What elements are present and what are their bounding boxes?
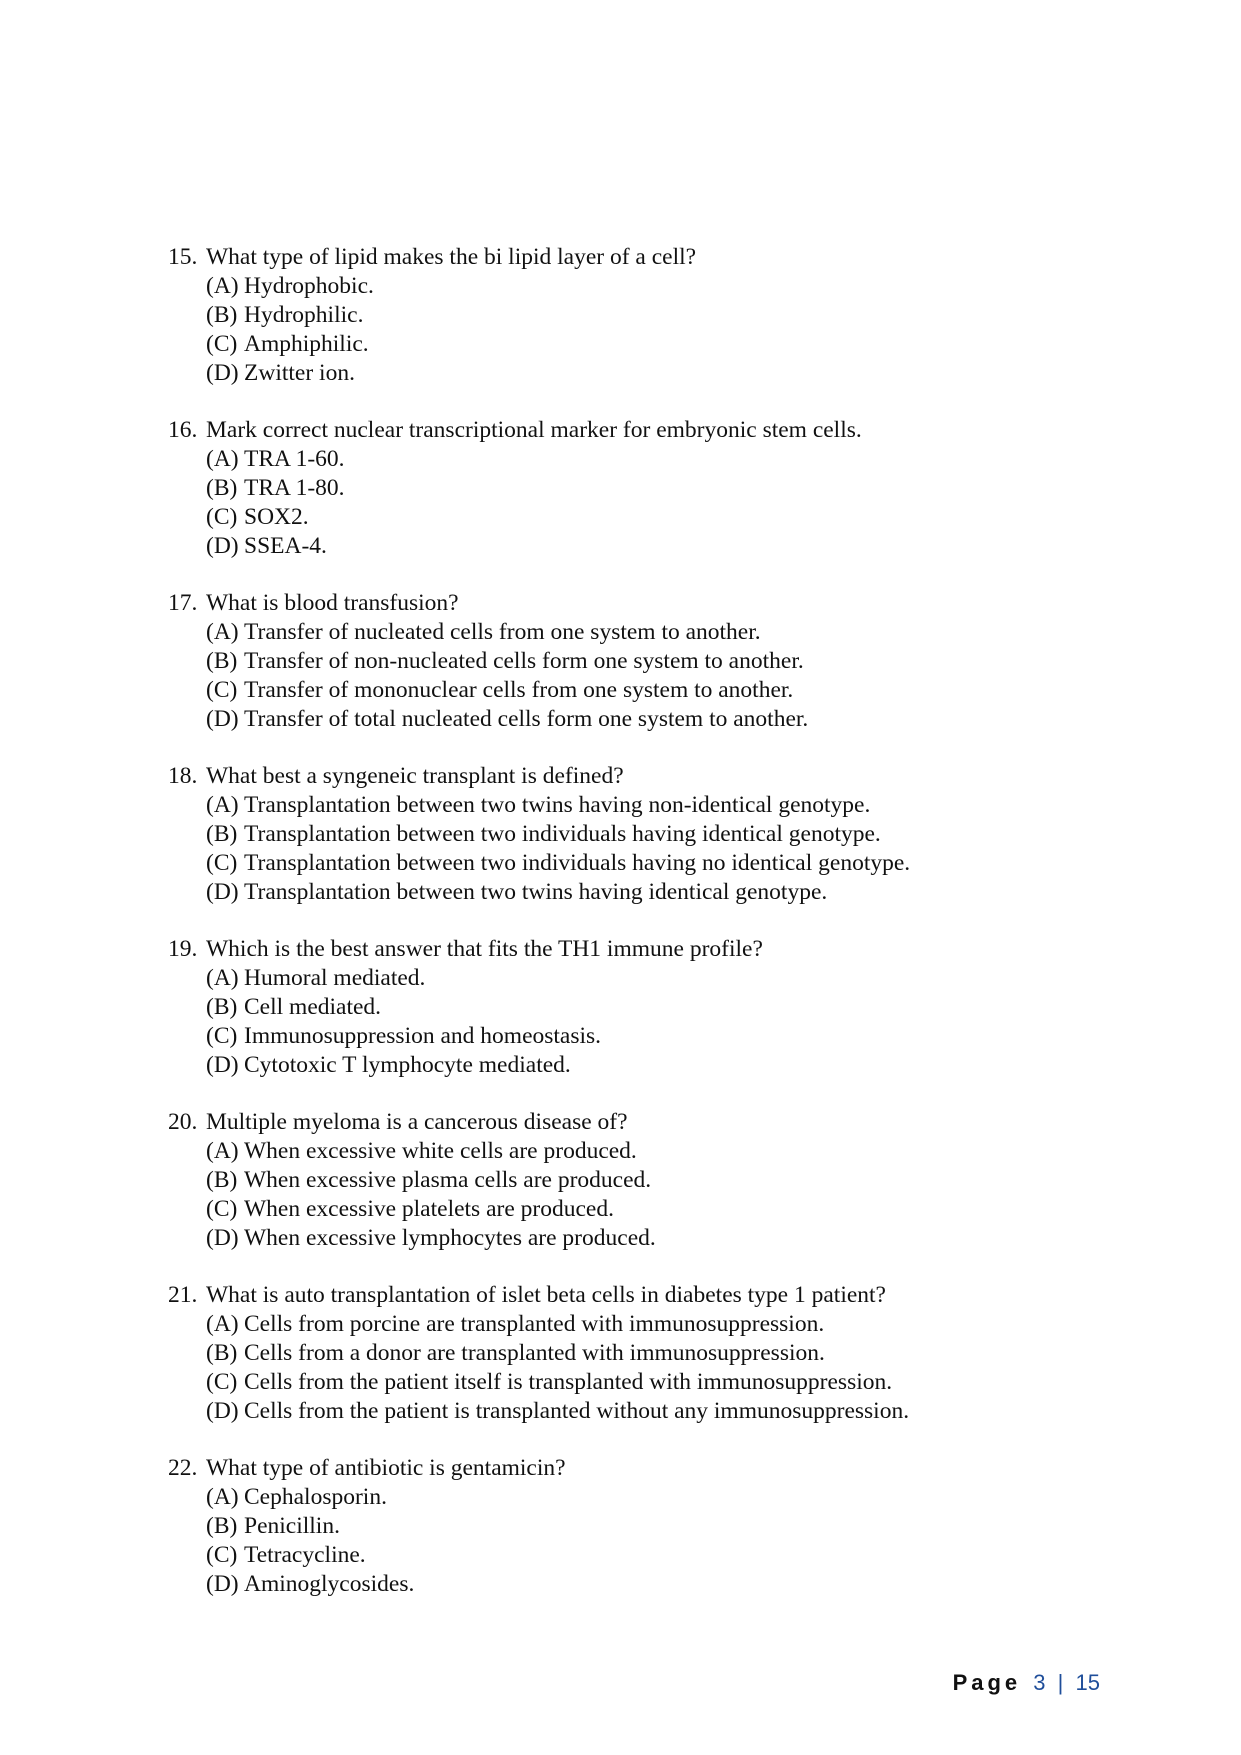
option-letter: (C) bbox=[206, 677, 238, 703]
option-text: Cells from porcine are transplanted with immunosuppression. bbox=[244, 1311, 825, 1337]
question-text: Mark correct nuclear transcriptional marker for embryonic stem cells. bbox=[206, 417, 862, 443]
option-letter: (D) bbox=[206, 1398, 239, 1424]
question-line bbox=[168, 416, 1168, 445]
question-number: 18. bbox=[168, 763, 198, 789]
option-letter: (A) bbox=[206, 792, 239, 818]
question-text: What type of lipid makes the bi lipid layer of a cell? bbox=[206, 244, 697, 270]
option-letter: (B) bbox=[206, 475, 238, 501]
option-text: Cells from the patient is transplanted without any immunosuppression. bbox=[244, 1398, 910, 1424]
answer-option bbox=[206, 1512, 1168, 1541]
question-line bbox=[168, 243, 1168, 272]
question-line bbox=[168, 1454, 1168, 1483]
option-letter: (C) bbox=[206, 1196, 238, 1222]
answer-options bbox=[206, 272, 1168, 388]
question-number: 16. bbox=[168, 417, 198, 443]
option-letter: (B) bbox=[206, 994, 238, 1020]
question-text: Which is the best answer that fits the TH1 immune profile? bbox=[206, 936, 763, 962]
answer-option bbox=[206, 474, 1168, 503]
option-letter: (C) bbox=[206, 331, 238, 357]
answer-options bbox=[206, 964, 1168, 1080]
answer-option bbox=[206, 330, 1168, 359]
answer-option bbox=[206, 676, 1168, 705]
question-block bbox=[168, 1281, 1168, 1426]
answer-option bbox=[206, 1570, 1168, 1599]
option-text: TRA 1-60. bbox=[244, 446, 345, 472]
option-text: Transfer of total nucleated cells form one system to another. bbox=[244, 706, 809, 732]
answer-option bbox=[206, 1310, 1168, 1339]
question-block bbox=[168, 762, 1168, 907]
question-block bbox=[168, 589, 1168, 734]
option-letter: (A) bbox=[206, 965, 239, 991]
answer-option bbox=[206, 705, 1168, 734]
answer-option bbox=[206, 272, 1168, 301]
option-text: TRA 1-80. bbox=[244, 475, 345, 501]
option-letter: (A) bbox=[206, 446, 239, 472]
option-text: SSEA-4. bbox=[244, 533, 327, 559]
answer-option bbox=[206, 1195, 1168, 1224]
question-text: What best a syngeneic transplant is defined? bbox=[206, 763, 624, 789]
option-letter: (D) bbox=[206, 1225, 239, 1251]
question-line bbox=[168, 1281, 1168, 1310]
answer-options bbox=[206, 1137, 1168, 1253]
option-letter: (A) bbox=[206, 1484, 239, 1510]
option-letter: (D) bbox=[206, 879, 239, 905]
question-line bbox=[168, 1108, 1168, 1137]
option-text: Cytotoxic T lymphocyte mediated. bbox=[244, 1052, 571, 1078]
answer-option bbox=[206, 1339, 1168, 1368]
question-number: 17. bbox=[168, 590, 198, 616]
option-text: Cells from the patient itself is transplanted with immunosuppression. bbox=[244, 1369, 893, 1395]
option-text: Aminoglycosides. bbox=[244, 1571, 415, 1597]
question-text: What type of antibiotic is gentamicin? bbox=[206, 1455, 566, 1481]
option-letter: (C) bbox=[206, 850, 238, 876]
option-text: Transfer of nucleated cells from one system to another. bbox=[244, 619, 761, 645]
option-text: Transplantation between two twins having non-identical genotype. bbox=[244, 792, 871, 818]
question-number: 20. bbox=[168, 1109, 198, 1135]
option-letter: (B) bbox=[206, 1340, 238, 1366]
option-letter: (B) bbox=[206, 1167, 238, 1193]
answer-option bbox=[206, 503, 1168, 532]
answer-option bbox=[206, 1166, 1168, 1195]
option-text: Cell mediated. bbox=[244, 994, 382, 1020]
answer-option bbox=[206, 1368, 1168, 1397]
question-text: What is auto transplantation of islet beta cells in diabetes type 1 patient? bbox=[206, 1282, 886, 1308]
answer-options bbox=[206, 445, 1168, 561]
option-letter: (A) bbox=[206, 619, 239, 645]
answer-option bbox=[206, 359, 1168, 388]
answer-options bbox=[206, 1483, 1168, 1599]
option-text: Penicillin. bbox=[244, 1513, 340, 1539]
option-text: Immunosuppression and homeostasis. bbox=[244, 1023, 602, 1049]
answer-options bbox=[206, 1310, 1168, 1426]
answer-option bbox=[206, 820, 1168, 849]
option-text: Transfer of mononuclear cells from one system to another. bbox=[244, 677, 794, 703]
answer-option bbox=[206, 1541, 1168, 1570]
question-block bbox=[168, 1108, 1168, 1253]
question-number: 21. bbox=[168, 1282, 198, 1308]
option-letter: (D) bbox=[206, 706, 239, 732]
answer-option bbox=[206, 1022, 1168, 1051]
answer-options bbox=[206, 618, 1168, 734]
page-separator: | bbox=[1057, 1670, 1064, 1695]
option-text: Tetracycline. bbox=[244, 1542, 366, 1568]
answer-option bbox=[206, 964, 1168, 993]
question-text: Multiple myeloma is a cancerous disease of? bbox=[206, 1109, 628, 1135]
answer-option bbox=[206, 532, 1168, 561]
answer-options bbox=[206, 791, 1168, 907]
question-number: 15. bbox=[168, 244, 198, 270]
page-label: Page bbox=[952, 1670, 1022, 1695]
option-letter: (C) bbox=[206, 504, 238, 530]
option-text: Cells from a donor are transplanted with immunosuppression. bbox=[244, 1340, 825, 1366]
option-letter: (B) bbox=[206, 302, 238, 328]
option-text: SOX2. bbox=[244, 504, 309, 530]
option-letter: (D) bbox=[206, 533, 239, 559]
answer-option bbox=[206, 618, 1168, 647]
option-text: Hydrophilic. bbox=[244, 302, 364, 328]
question-number: 19. bbox=[168, 936, 198, 962]
option-letter: (D) bbox=[206, 1571, 239, 1597]
option-text: Transplantation between two individuals having identical genotype. bbox=[244, 821, 881, 847]
option-letter: (A) bbox=[206, 1311, 239, 1337]
option-text: When excessive lymphocytes are produced. bbox=[244, 1225, 656, 1251]
answer-option bbox=[206, 1137, 1168, 1166]
question-text: What is blood transfusion? bbox=[206, 590, 459, 616]
option-text: Transplantation between two twins having identical genotype. bbox=[244, 879, 828, 905]
option-letter: (B) bbox=[206, 821, 238, 847]
option-text: Transplantation between two individuals having no identical genotype. bbox=[244, 850, 911, 876]
question-block bbox=[168, 416, 1168, 561]
answer-option bbox=[206, 1051, 1168, 1080]
option-letter: (B) bbox=[206, 648, 238, 674]
question-line bbox=[168, 935, 1168, 964]
option-text: Transfer of non-nucleated cells form one system to another. bbox=[244, 648, 804, 674]
answer-option bbox=[206, 301, 1168, 330]
answer-option bbox=[206, 791, 1168, 820]
answer-option bbox=[206, 1397, 1168, 1426]
option-letter: (B) bbox=[206, 1513, 238, 1539]
answer-option bbox=[206, 878, 1168, 907]
option-text: When excessive platelets are produced. bbox=[244, 1196, 614, 1222]
option-text: When excessive plasma cells are produced. bbox=[244, 1167, 652, 1193]
answer-option bbox=[206, 1483, 1168, 1512]
answer-option bbox=[206, 445, 1168, 474]
answer-option bbox=[206, 1224, 1168, 1253]
option-text: Hydrophobic. bbox=[244, 273, 374, 299]
page-footer bbox=[953, 1670, 1100, 1696]
option-letter: (D) bbox=[206, 360, 239, 386]
option-letter: (D) bbox=[206, 1052, 239, 1078]
question-block bbox=[168, 935, 1168, 1080]
question-line bbox=[168, 589, 1168, 618]
option-text: Zwitter ion. bbox=[244, 360, 355, 386]
option-text: Cephalosporin. bbox=[244, 1484, 387, 1510]
option-text: Amphiphilic. bbox=[244, 331, 369, 357]
option-text: When excessive white cells are produced. bbox=[244, 1138, 637, 1164]
question-block bbox=[168, 1454, 1168, 1599]
question-block bbox=[168, 243, 1168, 388]
total-pages: 15 bbox=[1075, 1670, 1100, 1695]
option-letter: (C) bbox=[206, 1023, 238, 1049]
option-letter: (A) bbox=[206, 1138, 239, 1164]
option-text: Humoral mediated. bbox=[244, 965, 426, 991]
question-number: 22. bbox=[168, 1455, 198, 1481]
option-letter: (C) bbox=[206, 1542, 238, 1568]
option-letter: (A) bbox=[206, 273, 239, 299]
question-line bbox=[168, 762, 1168, 791]
question-list bbox=[168, 243, 1168, 1627]
current-page-number: 3 bbox=[1033, 1670, 1046, 1695]
answer-option bbox=[206, 993, 1168, 1022]
answer-option bbox=[206, 647, 1168, 676]
answer-option bbox=[206, 849, 1168, 878]
option-letter: (C) bbox=[206, 1369, 238, 1395]
